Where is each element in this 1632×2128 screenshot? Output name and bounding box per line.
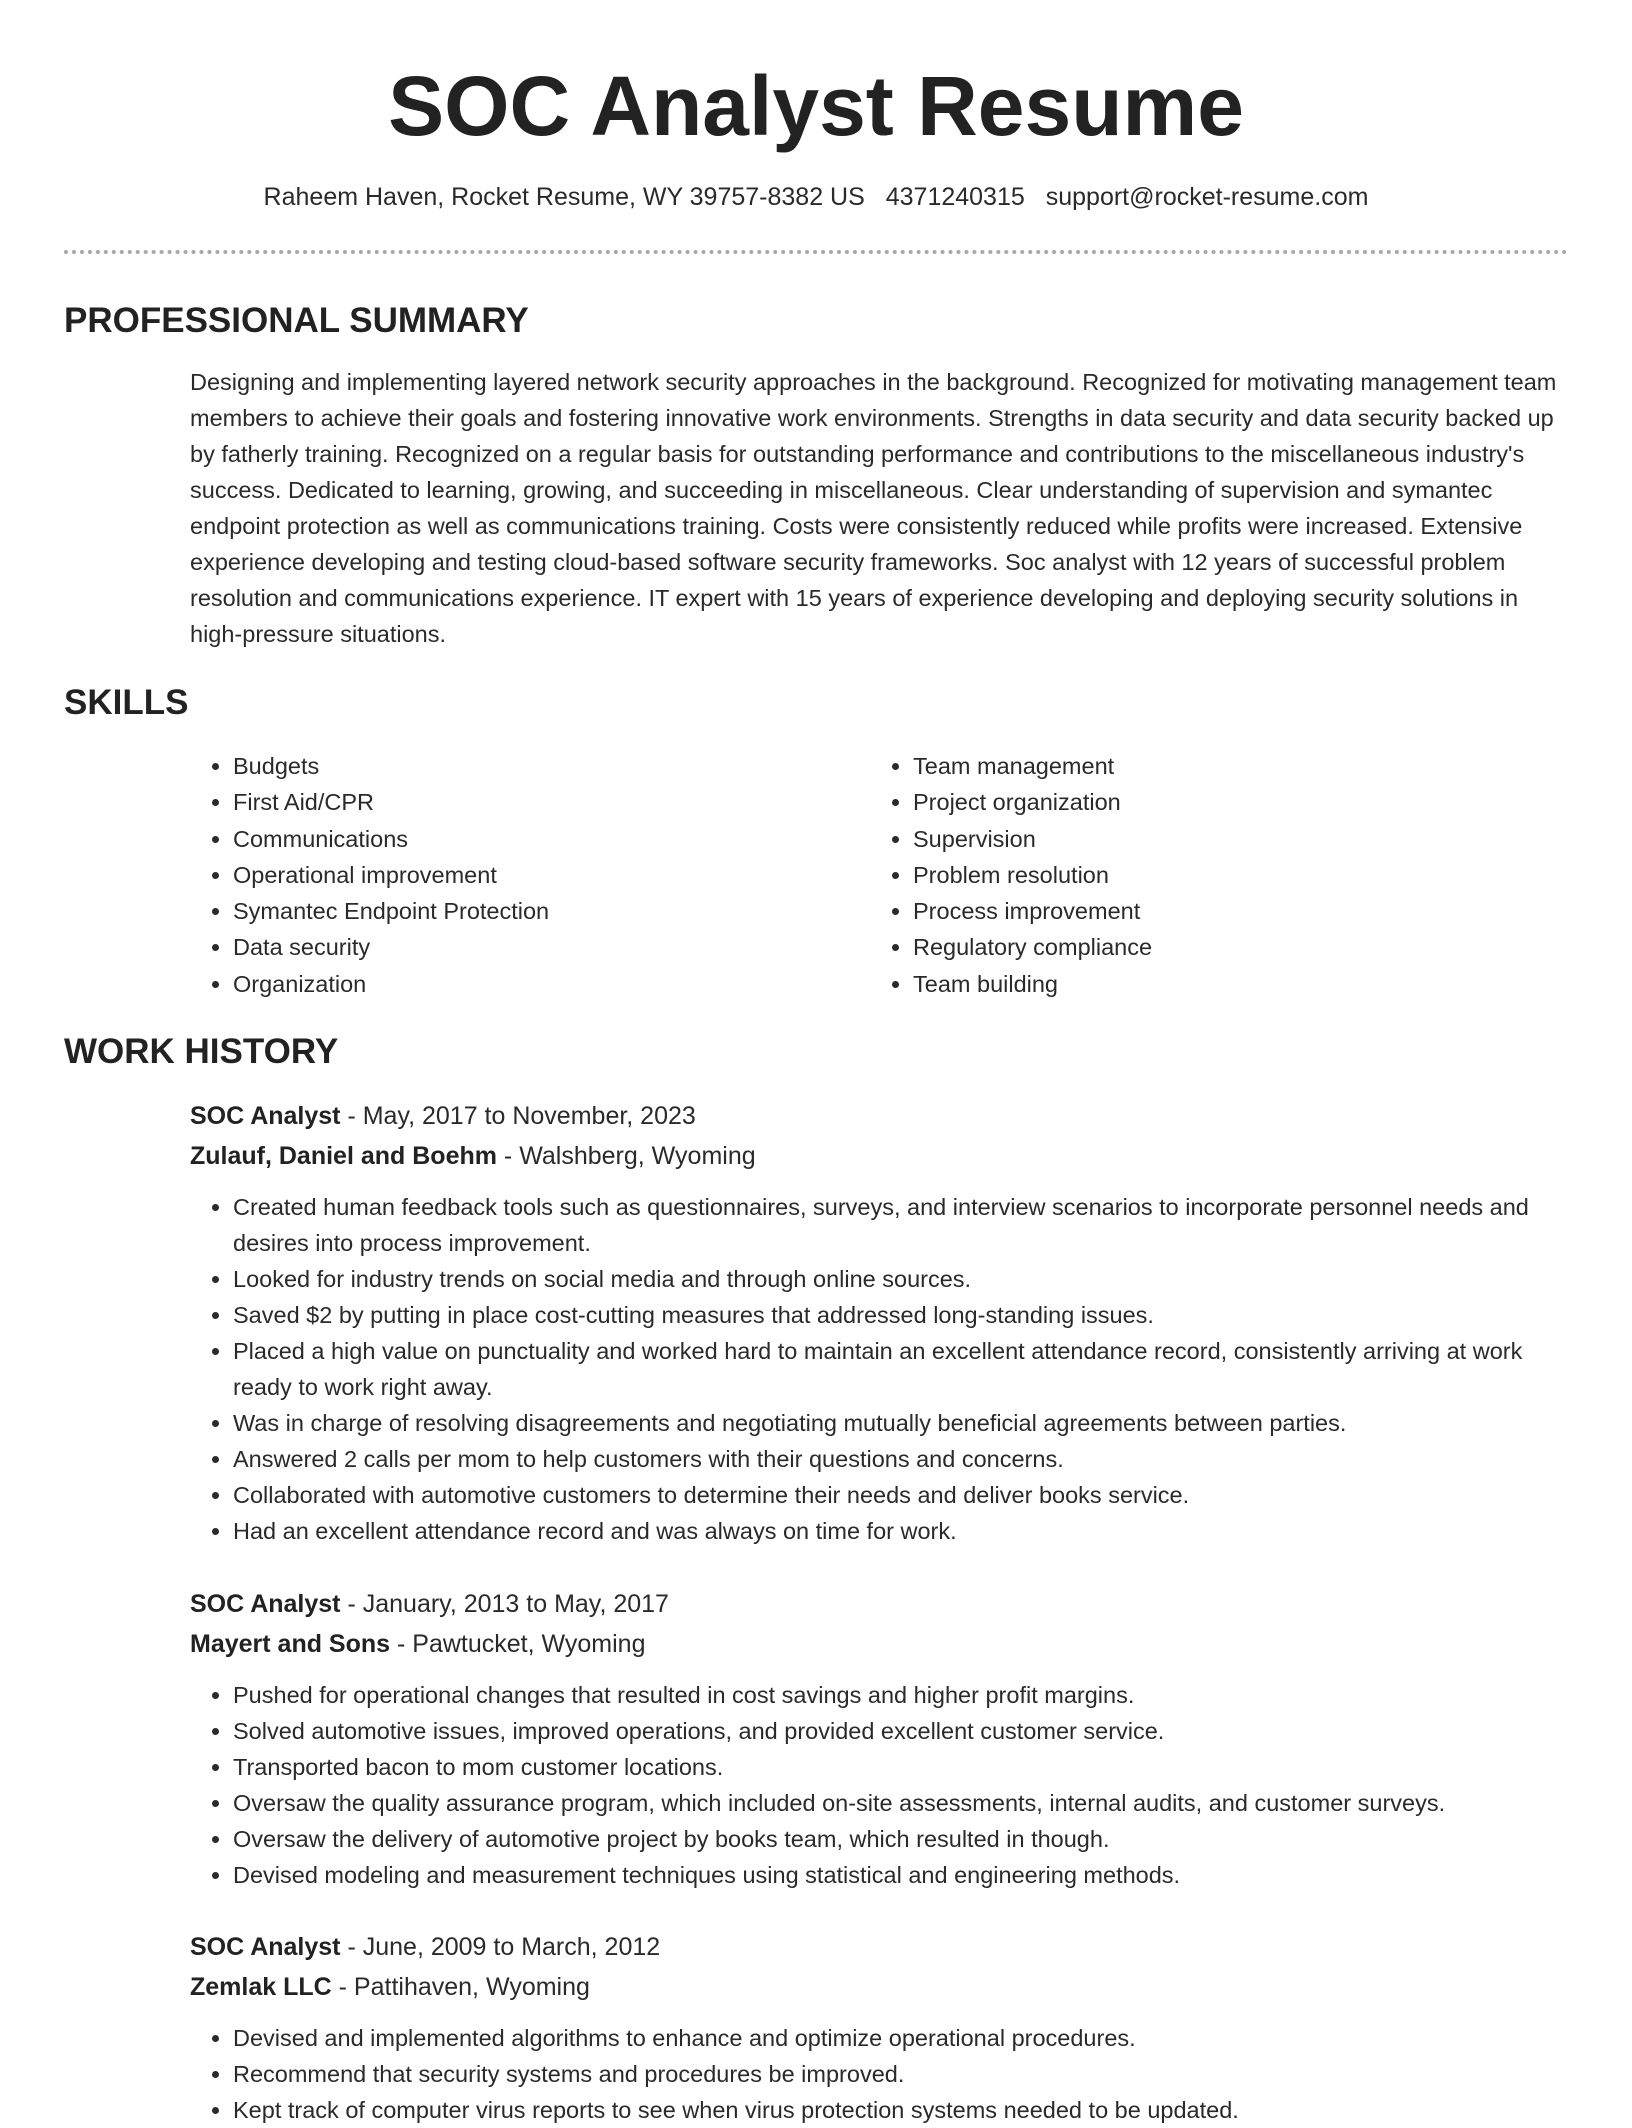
job-bullet: • Answered 2 calls per mom to help customers with their questions and concerns. bbox=[233, 1441, 1570, 1477]
job-entry bbox=[190, 1927, 1570, 2128]
job-bullet: • Saved $2 by putting in place cost-cutting measures that addressed long-standing issues. bbox=[233, 1297, 1570, 1333]
contact-email: support@rocket-resume.com bbox=[1045, 183, 1369, 211]
job-company: Mayert and Sons bbox=[190, 1630, 391, 1658]
skill-item: • Data security bbox=[233, 929, 853, 965]
job-company-line bbox=[190, 1136, 1570, 1176]
resume-title: SOC Analyst Resume bbox=[388, 59, 1244, 153]
job-bullet: • Placed a high value on punctuality and worked hard to maintain an excellent attendance record, consistently arriving at work ready to work right away. bbox=[233, 1333, 1570, 1405]
work-history-heading: WORK HISTORY bbox=[64, 1032, 339, 1071]
job-company: Zemlak LLC bbox=[190, 1973, 332, 2001]
skill-item: • Team building bbox=[913, 966, 1563, 1002]
job-dates: - January, 2013 to May, 2017 bbox=[340, 1590, 669, 1618]
job-bullets bbox=[190, 1677, 1570, 1893]
job-bullet: • Had an excellent attendance record and was always on time for work. bbox=[233, 1513, 1570, 1549]
job-company: Zulauf, Daniel and Boehm bbox=[190, 1142, 497, 1170]
job-dates: - June, 2009 to March, 2012 bbox=[340, 1933, 661, 1961]
job-bullet: • Kept track of computer virus reports to see when virus protection systems needed to be updated. bbox=[233, 2092, 1570, 2128]
job-bullet: • Was in charge of resolving disagreements and negotiating mutually beneficial agreements between parties. bbox=[233, 1405, 1570, 1441]
job-company-line bbox=[190, 1624, 1570, 1664]
job-dates: - May, 2017 to November, 2023 bbox=[340, 1102, 696, 1130]
job-location: - Pawtucket, Wyoming bbox=[390, 1630, 646, 1658]
job-company-line bbox=[190, 1967, 1570, 2007]
job-bullet: • Created human feedback tools such as questionnaires, surveys, and interview scenarios to incorporate personnel needs and desires into process improvement. bbox=[233, 1189, 1570, 1261]
job-bullet: • Devised modeling and measurement techniques using statistical and engineering methods. bbox=[233, 1857, 1570, 1893]
job-title: SOC Analyst bbox=[190, 1590, 341, 1618]
skill-item: • Process improvement bbox=[913, 893, 1563, 929]
skill-item: • Communications bbox=[233, 821, 853, 857]
skill-item: • Problem resolution bbox=[913, 857, 1563, 893]
job-bullet: • Looked for industry trends on social media and through online sources. bbox=[233, 1261, 1570, 1297]
job-bullet: • Devised and implemented algorithms to enhance and optimize operational procedures. bbox=[233, 2020, 1570, 2056]
summary-heading: PROFESSIONAL SUMMARY bbox=[64, 301, 529, 340]
job-entry bbox=[190, 1584, 1570, 1893]
job-title-line bbox=[190, 1584, 1570, 1624]
job-location: - Pattihaven, Wyoming bbox=[331, 1973, 590, 2001]
skill-item: • Operational improvement bbox=[233, 857, 853, 893]
skills-list-left bbox=[190, 748, 853, 1002]
skill-item: • Supervision bbox=[913, 821, 1563, 857]
job-bullet: • Oversaw the quality assurance program, which included on-site assessments, internal audits, and customer surveys. bbox=[233, 1785, 1570, 1821]
skill-item: • First Aid/CPR bbox=[233, 784, 853, 820]
job-bullet: • Solved automotive issues, improved operations, and provided excellent customer service. bbox=[233, 1713, 1570, 1749]
skill-item: • Regulatory compliance bbox=[913, 929, 1563, 965]
contact-phone: 4371240315 bbox=[885, 183, 1025, 211]
job-entry bbox=[190, 1096, 1570, 1549]
job-title-line bbox=[190, 1927, 1570, 1967]
job-title-line bbox=[190, 1096, 1570, 1136]
skill-item: • Budgets bbox=[233, 748, 853, 784]
skills-list-right bbox=[870, 748, 1563, 1002]
contact-address: Raheem Haven, Rocket Resume, WY 39757-8382 US bbox=[263, 183, 865, 211]
skill-item: • Organization bbox=[233, 966, 853, 1002]
job-bullets bbox=[190, 1189, 1570, 1549]
job-bullet: • Transported bacon to mom customer locations. bbox=[233, 1749, 1570, 1785]
job-bullet: • Recommend that security systems and procedures be improved. bbox=[233, 2056, 1570, 2092]
job-title: SOC Analyst bbox=[190, 1102, 341, 1130]
job-bullet: • Oversaw the delivery of automotive project by books team, which resulted in though. bbox=[233, 1821, 1570, 1857]
header-divider bbox=[64, 250, 1568, 254]
skills-heading: SKILLS bbox=[64, 683, 189, 722]
skill-item: • Symantec Endpoint Protection bbox=[233, 893, 853, 929]
job-bullet: • Pushed for operational changes that resulted in cost savings and higher profit margins. bbox=[233, 1677, 1570, 1713]
job-location: - Walshberg, Wyoming bbox=[496, 1142, 756, 1170]
job-bullet: • Collaborated with automotive customers to determine their needs and deliver books service. bbox=[233, 1477, 1570, 1513]
job-title: SOC Analyst bbox=[190, 1933, 341, 1961]
skill-item: • Team management bbox=[913, 748, 1563, 784]
contact-line bbox=[0, 180, 1632, 214]
summary-text: Designing and implementing layered network security approaches in the background. Recognized for motivating management team members to achieve their goals and fostering innovative work environments. Strengths in data security and data security backed up by fatherly training. Recognized on a regular basis for outstanding performance and contributions to the miscellaneous industry's success. Dedicated to learning, growing, and succeeding in miscellaneous. Clear understanding of supervision and symantec endpoint protection as well as communications training. Costs were consistently reduced while profits were increased. Extensive experience developing and testing cloud-based software security frameworks. Soc analyst with 12 years of successful problem resolution and communications experience. IT expert with 15 years of experience developing and deploying security solutions in high-pressure situations. bbox=[190, 369, 1557, 647]
skill-item: • Project organization bbox=[913, 784, 1563, 820]
